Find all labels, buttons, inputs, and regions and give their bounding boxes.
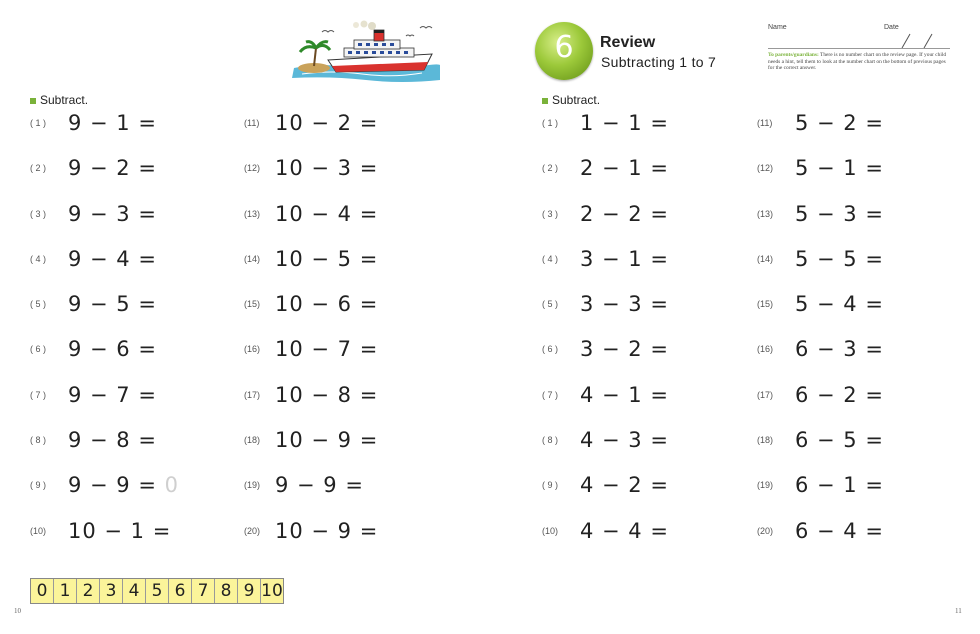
problem-number: ( 8 ) bbox=[30, 435, 47, 446]
problem-expression bbox=[580, 111, 669, 135]
problem-expression bbox=[580, 247, 669, 271]
problem-item bbox=[30, 512, 260, 557]
left-page-number: 10 bbox=[14, 607, 21, 615]
problem-expression bbox=[795, 337, 884, 361]
problem-expression bbox=[68, 247, 157, 271]
problem-expression-text: 10 − 9 = bbox=[275, 428, 379, 453]
problem-item bbox=[542, 330, 772, 375]
problem-expression bbox=[68, 156, 157, 180]
right-page-number: 11 bbox=[955, 607, 962, 615]
problem-expression-text: 5 − 5 = bbox=[795, 246, 884, 271]
problem-expression bbox=[795, 383, 884, 407]
problem-number: ( 6 ) bbox=[542, 344, 559, 355]
problem-number: (16) bbox=[244, 344, 261, 355]
problem-expression-text: 1 − 1 = bbox=[580, 111, 669, 135]
problem-expression bbox=[795, 473, 884, 497]
right-instruction-text: Subtract. bbox=[552, 93, 601, 107]
problem-expression-text: 9 − 6 = bbox=[68, 337, 157, 362]
problem-number: (12) bbox=[244, 163, 261, 174]
problem-number: (14) bbox=[757, 253, 774, 264]
problem-item bbox=[30, 466, 260, 511]
problem-item bbox=[542, 512, 772, 557]
bullet-square-icon bbox=[542, 98, 548, 104]
problem-number: (12) bbox=[757, 163, 774, 174]
problem-number: ( 3 ) bbox=[542, 208, 559, 219]
problem-number: ( 9 ) bbox=[542, 480, 559, 491]
problem-item bbox=[757, 421, 980, 466]
problem-item bbox=[244, 195, 474, 240]
sample-answer: 0 bbox=[164, 473, 180, 498]
problem-item bbox=[244, 512, 474, 557]
problem-expression-text: 2 − 2 = bbox=[580, 201, 669, 226]
problem-expression-text: 5 − 2 = bbox=[795, 111, 884, 135]
problem-item bbox=[30, 195, 260, 240]
problem-item bbox=[244, 149, 474, 194]
problem-number: (13) bbox=[244, 208, 261, 219]
problem-expression bbox=[68, 337, 157, 361]
problem-expression-text: 5 − 4 = bbox=[795, 292, 884, 317]
problem-item bbox=[757, 285, 980, 330]
problem-number: ( 7 ) bbox=[542, 389, 559, 400]
problem-expression-text: 6 − 2 = bbox=[795, 382, 884, 407]
problem-expression-text: 10 − 7 = bbox=[275, 337, 379, 362]
problem-number: (18) bbox=[244, 435, 261, 446]
right-page bbox=[490, 0, 980, 634]
problem-number: ( 3 ) bbox=[30, 208, 47, 219]
unit-number: 6 bbox=[554, 30, 574, 65]
problem-expression bbox=[275, 383, 378, 407]
problem-number: (15) bbox=[244, 299, 261, 310]
name-label: Name bbox=[768, 24, 787, 31]
date-label: Date bbox=[884, 24, 899, 31]
problem-expression bbox=[275, 292, 378, 316]
problem-number: (20) bbox=[244, 525, 261, 536]
problem-item bbox=[542, 149, 772, 194]
bullet-square-icon bbox=[30, 98, 36, 104]
problem-number: (20) bbox=[757, 525, 774, 536]
problem-expression bbox=[68, 111, 157, 135]
number-chart-cell: 0 bbox=[31, 579, 54, 603]
problem-expression-text: 10 − 3 = bbox=[275, 156, 379, 181]
number-chart-cell: 5 bbox=[146, 579, 169, 603]
problem-number: ( 9 ) bbox=[30, 480, 47, 491]
problem-expression bbox=[580, 292, 669, 316]
problem-expression-text: 6 − 5 = bbox=[795, 428, 884, 453]
problem-expression-text: 10 − 1 = bbox=[68, 518, 172, 543]
number-chart-cell: 1 bbox=[54, 579, 77, 603]
problem-item bbox=[757, 512, 980, 557]
problem-expression-text: 5 − 1 = bbox=[795, 156, 884, 181]
problem-item bbox=[244, 104, 474, 149]
problem-item bbox=[30, 376, 260, 421]
problem-item bbox=[757, 466, 980, 511]
problem-number: ( 6 ) bbox=[30, 344, 47, 355]
problem-expression-text: 4 − 3 = bbox=[580, 428, 669, 453]
problem-expression bbox=[580, 519, 669, 543]
problem-expression-text: 6 − 3 = bbox=[795, 337, 884, 362]
name-field-line bbox=[768, 48, 950, 49]
problem-expression-text: 4 − 2 = bbox=[580, 473, 669, 498]
problem-expression-text: 9 − 9 = bbox=[68, 473, 157, 498]
problem-expression bbox=[795, 202, 884, 226]
number-chart-cell: 9 bbox=[238, 579, 261, 603]
problem-item bbox=[244, 330, 474, 375]
problem-expression bbox=[795, 247, 884, 271]
problem-item bbox=[30, 285, 260, 330]
problem-expression bbox=[795, 111, 884, 135]
problem-item bbox=[542, 376, 772, 421]
left-problem-column-2 bbox=[244, 104, 474, 557]
problem-expression-text: 9 − 3 = bbox=[68, 201, 157, 226]
problem-item bbox=[757, 376, 980, 421]
problem-number: ( 8 ) bbox=[542, 435, 559, 446]
problem-expression bbox=[68, 383, 157, 407]
problem-item bbox=[757, 149, 980, 194]
problem-expression-text: 5 − 3 = bbox=[795, 201, 884, 226]
problem-item bbox=[30, 240, 260, 285]
parents-note-label: To parents/guardians: bbox=[768, 52, 819, 58]
problem-item bbox=[542, 240, 772, 285]
problem-expression-text: 2 − 1 = bbox=[580, 156, 669, 181]
problem-expression bbox=[580, 473, 669, 497]
problem-expression bbox=[275, 247, 378, 271]
problem-number: ( 4 ) bbox=[30, 253, 47, 264]
page-title: Review bbox=[600, 34, 656, 51]
problem-number: (18) bbox=[757, 435, 774, 446]
problem-item bbox=[542, 104, 772, 149]
problem-item bbox=[757, 240, 980, 285]
problem-expression bbox=[68, 473, 179, 497]
problem-number: (14) bbox=[244, 253, 261, 264]
problem-number: ( 4 ) bbox=[542, 253, 559, 264]
problem-expression-text: 10 − 2 = bbox=[275, 111, 379, 135]
number-chart-cell: 3 bbox=[100, 579, 123, 603]
problem-number: ( 1 ) bbox=[30, 118, 47, 128]
problem-expression-text: 10 − 5 = bbox=[275, 246, 379, 271]
problem-number: ( 5 ) bbox=[30, 299, 47, 310]
number-chart-cell: 7 bbox=[192, 579, 215, 603]
problem-item bbox=[757, 195, 980, 240]
problem-number: ( 7 ) bbox=[30, 389, 47, 400]
number-chart-cell: 4 bbox=[123, 579, 146, 603]
problem-number: (11) bbox=[757, 118, 773, 128]
problem-expression bbox=[275, 202, 378, 226]
number-chart bbox=[30, 578, 284, 604]
problem-number: (13) bbox=[757, 208, 774, 219]
problem-expression bbox=[275, 111, 378, 135]
problem-number: (19) bbox=[757, 480, 774, 491]
problem-expression bbox=[580, 428, 669, 452]
problem-number: ( 2 ) bbox=[30, 163, 47, 174]
problem-expression bbox=[275, 519, 378, 543]
problem-item bbox=[757, 330, 980, 375]
problem-item bbox=[542, 466, 772, 511]
problem-expression-text: 9 − 4 = bbox=[68, 246, 157, 271]
problem-expression bbox=[275, 473, 364, 497]
problem-expression bbox=[68, 202, 157, 226]
right-problem-column-2 bbox=[757, 104, 980, 557]
page-subtitle: Subtracting 1 to 7 bbox=[601, 54, 717, 70]
problem-item bbox=[30, 421, 260, 466]
problem-expression-text: 9 − 7 = bbox=[68, 382, 157, 407]
problem-number: (17) bbox=[757, 389, 774, 400]
problem-item bbox=[30, 330, 260, 375]
problem-expression-text: 4 − 1 = bbox=[580, 382, 669, 407]
number-chart-cell: 10 bbox=[261, 581, 283, 601]
problem-expression bbox=[275, 337, 378, 361]
parents-note bbox=[768, 52, 952, 72]
problem-expression-text: 10 − 8 = bbox=[275, 382, 379, 407]
problem-expression bbox=[580, 202, 669, 226]
problem-number: (16) bbox=[757, 344, 774, 355]
problem-expression-text: 4 − 4 = bbox=[580, 518, 669, 543]
ship-illustration bbox=[292, 18, 440, 84]
problem-item bbox=[244, 376, 474, 421]
problem-item bbox=[542, 195, 772, 240]
problem-number: (15) bbox=[757, 299, 774, 310]
number-chart-cell: 8 bbox=[215, 579, 238, 603]
problem-expression-text: 6 − 4 = bbox=[795, 518, 884, 543]
right-problem-column-1 bbox=[542, 104, 772, 557]
problem-expression-text: 9 − 5 = bbox=[68, 292, 157, 317]
problem-item bbox=[244, 285, 474, 330]
problem-item bbox=[542, 285, 772, 330]
problem-expression bbox=[580, 156, 669, 180]
problem-expression bbox=[68, 292, 157, 316]
problem-expression-text: 3 − 1 = bbox=[580, 246, 669, 271]
problem-expression bbox=[795, 292, 884, 316]
problem-number: ( 1 ) bbox=[542, 118, 559, 128]
number-chart-cell: 6 bbox=[169, 579, 192, 603]
problem-expression-text: 9 − 2 = bbox=[68, 156, 157, 181]
left-problem-column-1 bbox=[30, 104, 260, 557]
problem-expression-text: 10 − 9 = bbox=[275, 518, 379, 543]
problem-expression bbox=[795, 428, 884, 452]
problem-number: (17) bbox=[244, 389, 261, 400]
problem-expression bbox=[580, 337, 669, 361]
parents-note-text: There is no number chart on the review page. If your child needs a hint, tell them to look at the number chart on the bottom of previous pages for the correct answer. bbox=[768, 52, 947, 72]
unit-badge bbox=[535, 22, 593, 80]
number-chart-cell: 2 bbox=[77, 579, 100, 603]
problem-expression-text: 3 − 3 = bbox=[580, 292, 669, 317]
problem-number: ( 5 ) bbox=[542, 299, 559, 310]
problem-item bbox=[30, 149, 260, 194]
problem-expression bbox=[275, 428, 378, 452]
problem-expression-text: 10 − 6 = bbox=[275, 292, 379, 317]
problem-number: (11) bbox=[244, 118, 260, 128]
problem-item bbox=[30, 104, 260, 149]
problem-item bbox=[244, 240, 474, 285]
problem-number: (19) bbox=[244, 480, 261, 491]
problem-expression bbox=[68, 519, 171, 543]
problem-item bbox=[757, 104, 980, 149]
problem-expression bbox=[580, 383, 669, 407]
problem-expression-text: 9 − 1 = bbox=[68, 111, 157, 135]
problem-expression-text: 9 − 8 = bbox=[68, 428, 157, 453]
problem-item bbox=[244, 466, 474, 511]
problem-number: ( 2 ) bbox=[542, 163, 559, 174]
problem-expression bbox=[795, 519, 884, 543]
problem-item bbox=[542, 421, 772, 466]
problem-expression bbox=[795, 156, 884, 180]
problem-expression-text: 9 − 9 = bbox=[275, 473, 364, 498]
problem-expression bbox=[275, 156, 378, 180]
problem-number: (10) bbox=[30, 525, 47, 536]
problem-expression-text: 3 − 2 = bbox=[580, 337, 669, 362]
left-instruction-text: Subtract. bbox=[40, 93, 89, 107]
problem-expression bbox=[68, 428, 157, 452]
problem-number: (10) bbox=[542, 525, 559, 536]
problem-item bbox=[244, 421, 474, 466]
problem-expression-text: 10 − 4 = bbox=[275, 201, 379, 226]
problem-expression-text: 6 − 1 = bbox=[795, 473, 884, 498]
